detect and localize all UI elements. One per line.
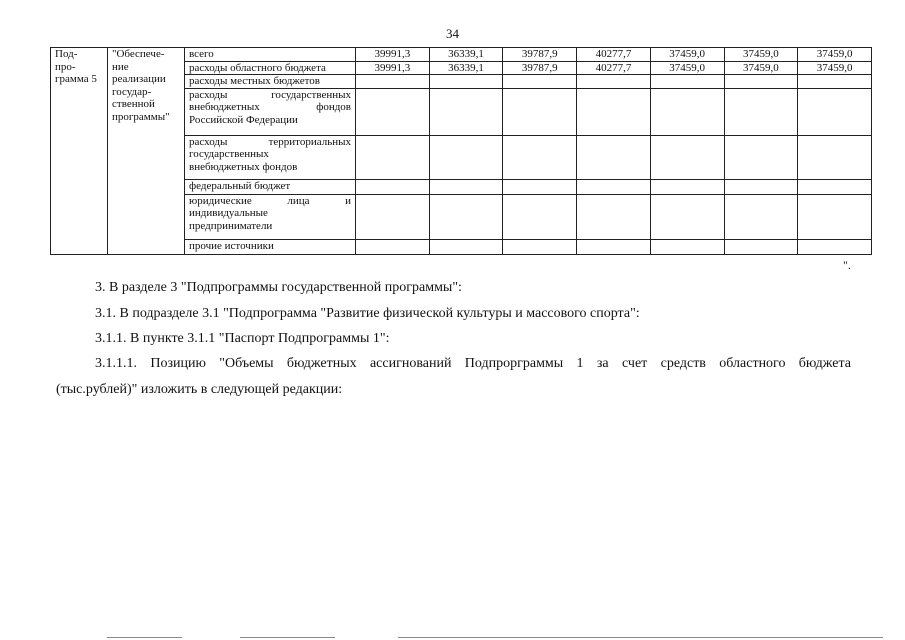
footer-line-middle [240, 637, 335, 638]
footer-line-left [107, 637, 182, 638]
funding-source-line: федеральный бюджет [189, 179, 291, 192]
funding-source-cell [185, 48, 356, 62]
value-cell [650, 88, 724, 135]
value-cell [429, 179, 503, 194]
value-cell [429, 135, 503, 179]
paragraph-item-3-1-1-1: 3.1.1.1. Позицию "Объемы бюджетных ассигнований Подпрорграммы 1 за счет средств областного бюджета [95, 356, 851, 371]
value-cell [429, 88, 503, 135]
subprogram-name-line: программы" [112, 110, 170, 123]
value-cell [429, 194, 503, 239]
value-cell [356, 239, 430, 254]
funding-source-cell [185, 194, 356, 239]
value-cell [798, 179, 872, 194]
value-cell [650, 75, 724, 89]
value-cell [724, 179, 798, 194]
value-cell [429, 75, 503, 89]
value-cell: 39991,3 [356, 48, 430, 62]
value-cell [798, 239, 872, 254]
value-cell: 39787,9 [503, 61, 577, 75]
value-cell [577, 135, 651, 179]
value-cell [503, 194, 577, 239]
value-cell [356, 194, 430, 239]
value-cell [356, 179, 430, 194]
funding-source-line: предприниматели [189, 219, 273, 232]
budget-table-body [51, 48, 872, 255]
value-cell: 39991,3 [356, 61, 430, 75]
footer-line-right [398, 637, 883, 638]
value-cell: 37459,0 [650, 61, 724, 75]
value-cell: 37459,0 [724, 61, 798, 75]
funding-source-cell [185, 135, 356, 179]
value-cell [503, 75, 577, 89]
value-cell [356, 75, 430, 89]
subprogram-name-line: "Обеспече- [112, 48, 165, 60]
value-cell [798, 194, 872, 239]
funding-source-line: расходы местных бюджетов [189, 75, 321, 87]
value-cell [503, 239, 577, 254]
value-cell: 36339,1 [429, 61, 503, 75]
value-cell: 40277,7 [577, 61, 651, 75]
funding-source-cell [185, 61, 356, 75]
funding-source-line: индивидуальные [189, 207, 268, 219]
closing-quote: ". [843, 258, 851, 272]
funding-source-line: внебюджетных фондов [189, 101, 351, 113]
page-number: 34 [446, 26, 459, 41]
table-row [51, 48, 872, 62]
subprogram-label-cell [51, 48, 108, 255]
value-cell [577, 75, 651, 89]
paragraph-section-3: 3. В разделе 3 "Подпрограммы государственной программы": [95, 280, 462, 295]
value-cell [577, 179, 651, 194]
subprogram-label-line: про- [55, 60, 76, 73]
value-cell: 36339,1 [429, 48, 503, 62]
value-cell [724, 239, 798, 254]
value-cell [798, 135, 872, 179]
value-cell: 37459,0 [798, 61, 872, 75]
value-cell [503, 135, 577, 179]
value-cell [577, 239, 651, 254]
funding-source-line: расходы областного бюджета [189, 61, 326, 74]
subprogram-name-line: ственной [112, 98, 155, 110]
funding-source-line: прочие источники [189, 239, 274, 252]
value-cell [650, 179, 724, 194]
subprogram-name-line: государ- [112, 85, 152, 98]
value-cell: 40277,7 [577, 48, 651, 62]
subprogram-label-line: Под- [55, 48, 78, 60]
funding-source-line: расходы территориальных [189, 135, 351, 148]
value-cell [356, 135, 430, 179]
subprogram-name-line: ние [112, 60, 129, 73]
value-cell [429, 239, 503, 254]
funding-source-line: государственных [189, 148, 269, 160]
paragraph-subsection-3-1: 3.1. В подразделе 3.1 "Подпрограмма "Развитие физической культуры и массового спорта": [95, 306, 640, 321]
funding-source-cell [185, 179, 356, 194]
funding-source-cell [185, 75, 356, 89]
value-cell [577, 194, 651, 239]
value-cell [724, 135, 798, 179]
funding-source-line: внебюджетных фондов [189, 160, 298, 173]
value-cell [650, 239, 724, 254]
value-cell [650, 135, 724, 179]
funding-source-cell [185, 239, 356, 254]
paragraph-item-3-1-1-1-continued: (тыс.рублей)" изложить в следующей редакции: [56, 382, 343, 397]
value-cell: 37459,0 [650, 48, 724, 62]
value-cell [798, 75, 872, 89]
value-cell [724, 194, 798, 239]
value-cell [356, 88, 430, 135]
subprogram-name-cell [108, 48, 185, 255]
value-cell [503, 88, 577, 135]
funding-source-line: Российской Федерации [189, 113, 298, 126]
value-cell [724, 88, 798, 135]
subprogram-label-line: грамма 5 [55, 73, 97, 85]
funding-source-line: юридические лица и [189, 194, 351, 207]
subprogram-name-line: реализации [112, 73, 166, 85]
value-cell [577, 88, 651, 135]
paragraph-item-3-1-1: 3.1.1. В пункте 3.1.1 "Паспорт Подпрограммы 1": [95, 331, 390, 346]
value-cell [724, 75, 798, 89]
funding-source-line: расходы государственных [189, 88, 351, 101]
budget-table [50, 47, 872, 255]
value-cell: 39787,9 [503, 48, 577, 62]
funding-source-cell [185, 88, 356, 135]
value-cell: 37459,0 [724, 48, 798, 62]
value-cell [503, 179, 577, 194]
value-cell: 37459,0 [798, 48, 872, 62]
value-cell [798, 88, 872, 135]
value-cell [650, 194, 724, 239]
funding-source-line: всего [189, 48, 214, 60]
